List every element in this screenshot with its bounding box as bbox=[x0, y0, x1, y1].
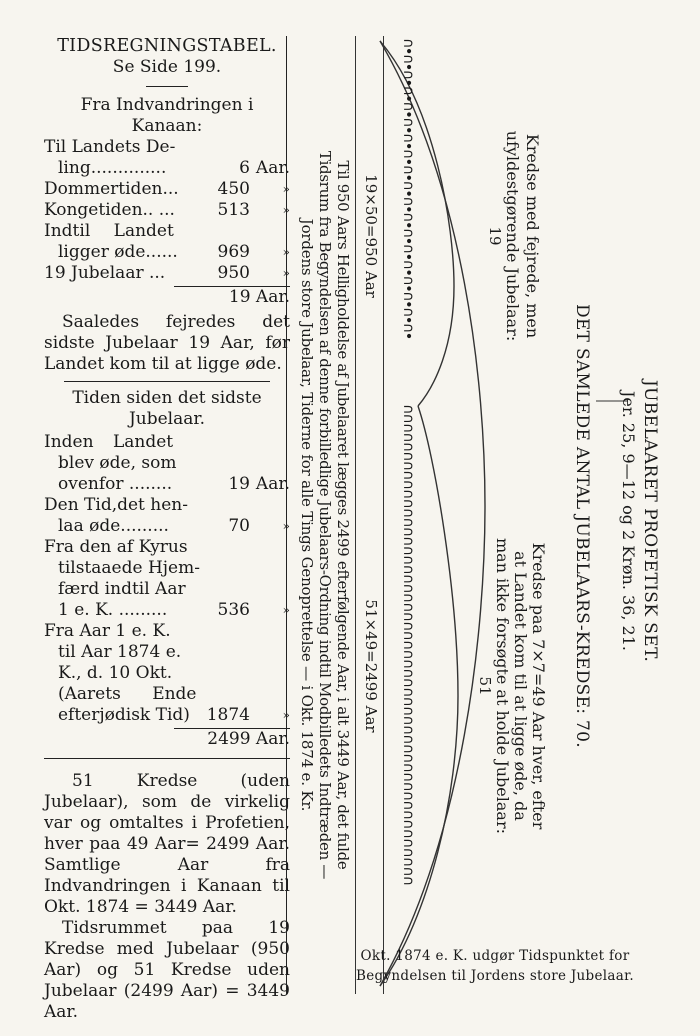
s1-total: 19 Aar. bbox=[228, 287, 290, 307]
note-line1: Til 950 Aars Helligholdelse af Jubelaaret lægges 2499 efterfølgende Aar, i alt 3449 Aar, det fulde bbox=[334, 160, 352, 870]
note-line3: Jordens store Jubelaar, Tiderne for alle Tings Genoprettelse — i Okt. 1874 e. Kr. bbox=[298, 218, 316, 812]
row-unit: Aar. bbox=[255, 158, 290, 178]
table-row bbox=[44, 474, 290, 495]
section2-heading: Tiden siden det sidste Jubelaar. bbox=[72, 388, 262, 429]
right-group-count: 51 bbox=[476, 676, 494, 696]
right-group-line2: at Landet kom til at ligge øde, da bbox=[511, 551, 530, 821]
divider bbox=[146, 86, 188, 87]
s2-item4-c: K., d. 10 Okt. bbox=[58, 663, 173, 683]
paragraph-total-span: Tidsrummet paa 19 Kredse med Jubelaar (950 Aar) og 51 Kredse uden Jubelaar (2499 Aar) = 3449 Aar. bbox=[44, 918, 290, 1022]
row-label: 19 Jubelaar ... bbox=[44, 263, 166, 283]
total-circles-heading: DET SAMLEDE ANTAL JUBELAARS-KREDSE: 70. bbox=[572, 304, 592, 748]
scripture-refs: Jer. 25, 9—12 og 2 Krøn. 36, 21. bbox=[619, 390, 638, 651]
time-table bbox=[44, 36, 290, 1023]
row-label: ligger øde...... bbox=[58, 242, 178, 262]
right-group-line3: man ikke forsøgte at holde Jubelaar: bbox=[493, 537, 512, 834]
caption-line2: Begyndelsen til Jordens store Jubelaar. bbox=[356, 968, 634, 984]
see-page: Se Side 199. bbox=[112, 57, 222, 77]
s2-item1-a: Inden Landet bbox=[44, 432, 174, 452]
row-value: 450 bbox=[217, 179, 250, 199]
row-value: 513 bbox=[217, 200, 250, 220]
calc-jubilee: 19×50=950 Aar bbox=[362, 174, 380, 298]
s1-item4-a: Indtil Landet bbox=[44, 221, 174, 241]
row-unit: » bbox=[282, 603, 290, 617]
jubilee-circles-marks: ∩•∩•∩•∩•∩•∩•∩•∩•∩•∩•∩•∩•∩•∩•∩•∩•∩•∩•∩• bbox=[400, 38, 416, 339]
paragraph-51-circles: 51 Kredse (uden Jubelaar), som de virkelig var og omtaltes i Profetien, hver paa 49 Aar= 2499 Aar. Samtlige Aar fra Indvandringen i Kanaan til Okt. 1874 = 3449 Aar. bbox=[44, 771, 290, 917]
s1-item1-a: Til Landets De- bbox=[44, 137, 176, 157]
s2-item3-c: færd indtil Aar bbox=[58, 579, 186, 599]
s2-item4-b: til Aar 1874 e. bbox=[58, 642, 182, 662]
row-unit: » bbox=[282, 708, 290, 722]
row-label: laa øde......... bbox=[58, 516, 169, 536]
table-row bbox=[44, 242, 290, 263]
calc-rule bbox=[383, 36, 384, 994]
calc-plain: 51×49=2499 Aar bbox=[362, 599, 380, 733]
row-label: Kongetiden.. ... bbox=[44, 200, 175, 220]
row-value: 70 bbox=[228, 516, 250, 536]
table-row bbox=[44, 263, 290, 284]
diagram-title: JUBELAARET PROFETISK SET. bbox=[640, 379, 660, 663]
right-group-line1: Kredse paa 7×7=49 Aar hver, efter bbox=[529, 542, 548, 830]
right-bracket-arc bbox=[380, 406, 458, 986]
table-row bbox=[44, 158, 290, 179]
row-unit: » bbox=[282, 203, 290, 217]
section-divider bbox=[44, 758, 290, 759]
s2-total: 2499 Aar. bbox=[207, 729, 290, 749]
row-unit: » bbox=[282, 182, 290, 196]
row-value: 19 bbox=[228, 474, 250, 494]
caption-line1: Okt. 1874 e. K. udgør Tidspunktet for bbox=[360, 948, 630, 964]
row-value: 969 bbox=[217, 242, 250, 262]
row-value: 536 bbox=[217, 600, 250, 620]
calc-rule-bottom bbox=[355, 36, 356, 994]
row-value: 6 bbox=[239, 158, 250, 178]
row-label: ovenfor ........ bbox=[58, 474, 173, 494]
jubilee-diagram bbox=[288, 36, 680, 994]
s2-item3-a: Fra den af Kyrus bbox=[44, 537, 188, 557]
table-row bbox=[44, 600, 290, 621]
table-row bbox=[44, 200, 290, 221]
left-group-line1: Kredse med fejrede, men bbox=[523, 133, 542, 339]
table-row bbox=[44, 179, 290, 200]
table-row bbox=[44, 705, 290, 726]
left-group-count: 19 bbox=[486, 226, 504, 246]
table-row bbox=[44, 516, 290, 537]
row-unit: Aar. bbox=[255, 474, 290, 494]
row-unit: » bbox=[282, 266, 290, 280]
row-unit: » bbox=[282, 245, 290, 259]
section1-heading: Fra Indvandringen i Kanaan: bbox=[80, 95, 254, 136]
note-line2: Tidsrum fra Begyndelsen af denne forbilledlige Jubelaars-Ordning indtil Modbilledets Indtræden — bbox=[316, 150, 334, 880]
row-label: ling.............. bbox=[58, 158, 167, 178]
row-label: Dommertiden... bbox=[44, 179, 179, 199]
plain-circles-marks: ∩∩∩∩∩∩∩∩∩∩∩∩∩∩∩∩∩∩∩∩∩∩∩∩∩∩∩∩∩∩∩∩∩∩∩∩∩∩∩∩∩∩∩∩∩∩∩∩∩∩∩ bbox=[400, 404, 416, 886]
s2-item4-d: (Aarets Ende bbox=[58, 684, 197, 704]
row-value: 1874 bbox=[206, 705, 250, 725]
s1-paragraph: Saaledes fejredes det sidste Jubelaar 19 Aar, før Landet kom til at ligge øde. bbox=[44, 312, 290, 374]
row-unit: » bbox=[282, 519, 290, 533]
s2-item4-a: Fra Aar 1 e. K. bbox=[44, 621, 171, 641]
column-divider bbox=[286, 36, 287, 994]
s2-item1-b: blev øde, som bbox=[58, 453, 177, 473]
row-label: 1 e. K. ......... bbox=[58, 600, 168, 620]
section-divider bbox=[64, 381, 270, 382]
row-label: efterjødisk Tid) bbox=[58, 705, 190, 725]
row-value: 950 bbox=[217, 263, 250, 283]
s2-item3-b: tilstaaede Hjem- bbox=[58, 558, 200, 578]
s2-item2-a: Den Tid,det hen- bbox=[44, 495, 188, 515]
bottom-caption bbox=[290, 946, 700, 986]
left-bracket-arc bbox=[380, 41, 454, 406]
table-title: TIDSREGNINGSTABEL. bbox=[57, 36, 277, 56]
left-group-line2: ufyldestgørende Jubelaar: bbox=[503, 130, 522, 342]
